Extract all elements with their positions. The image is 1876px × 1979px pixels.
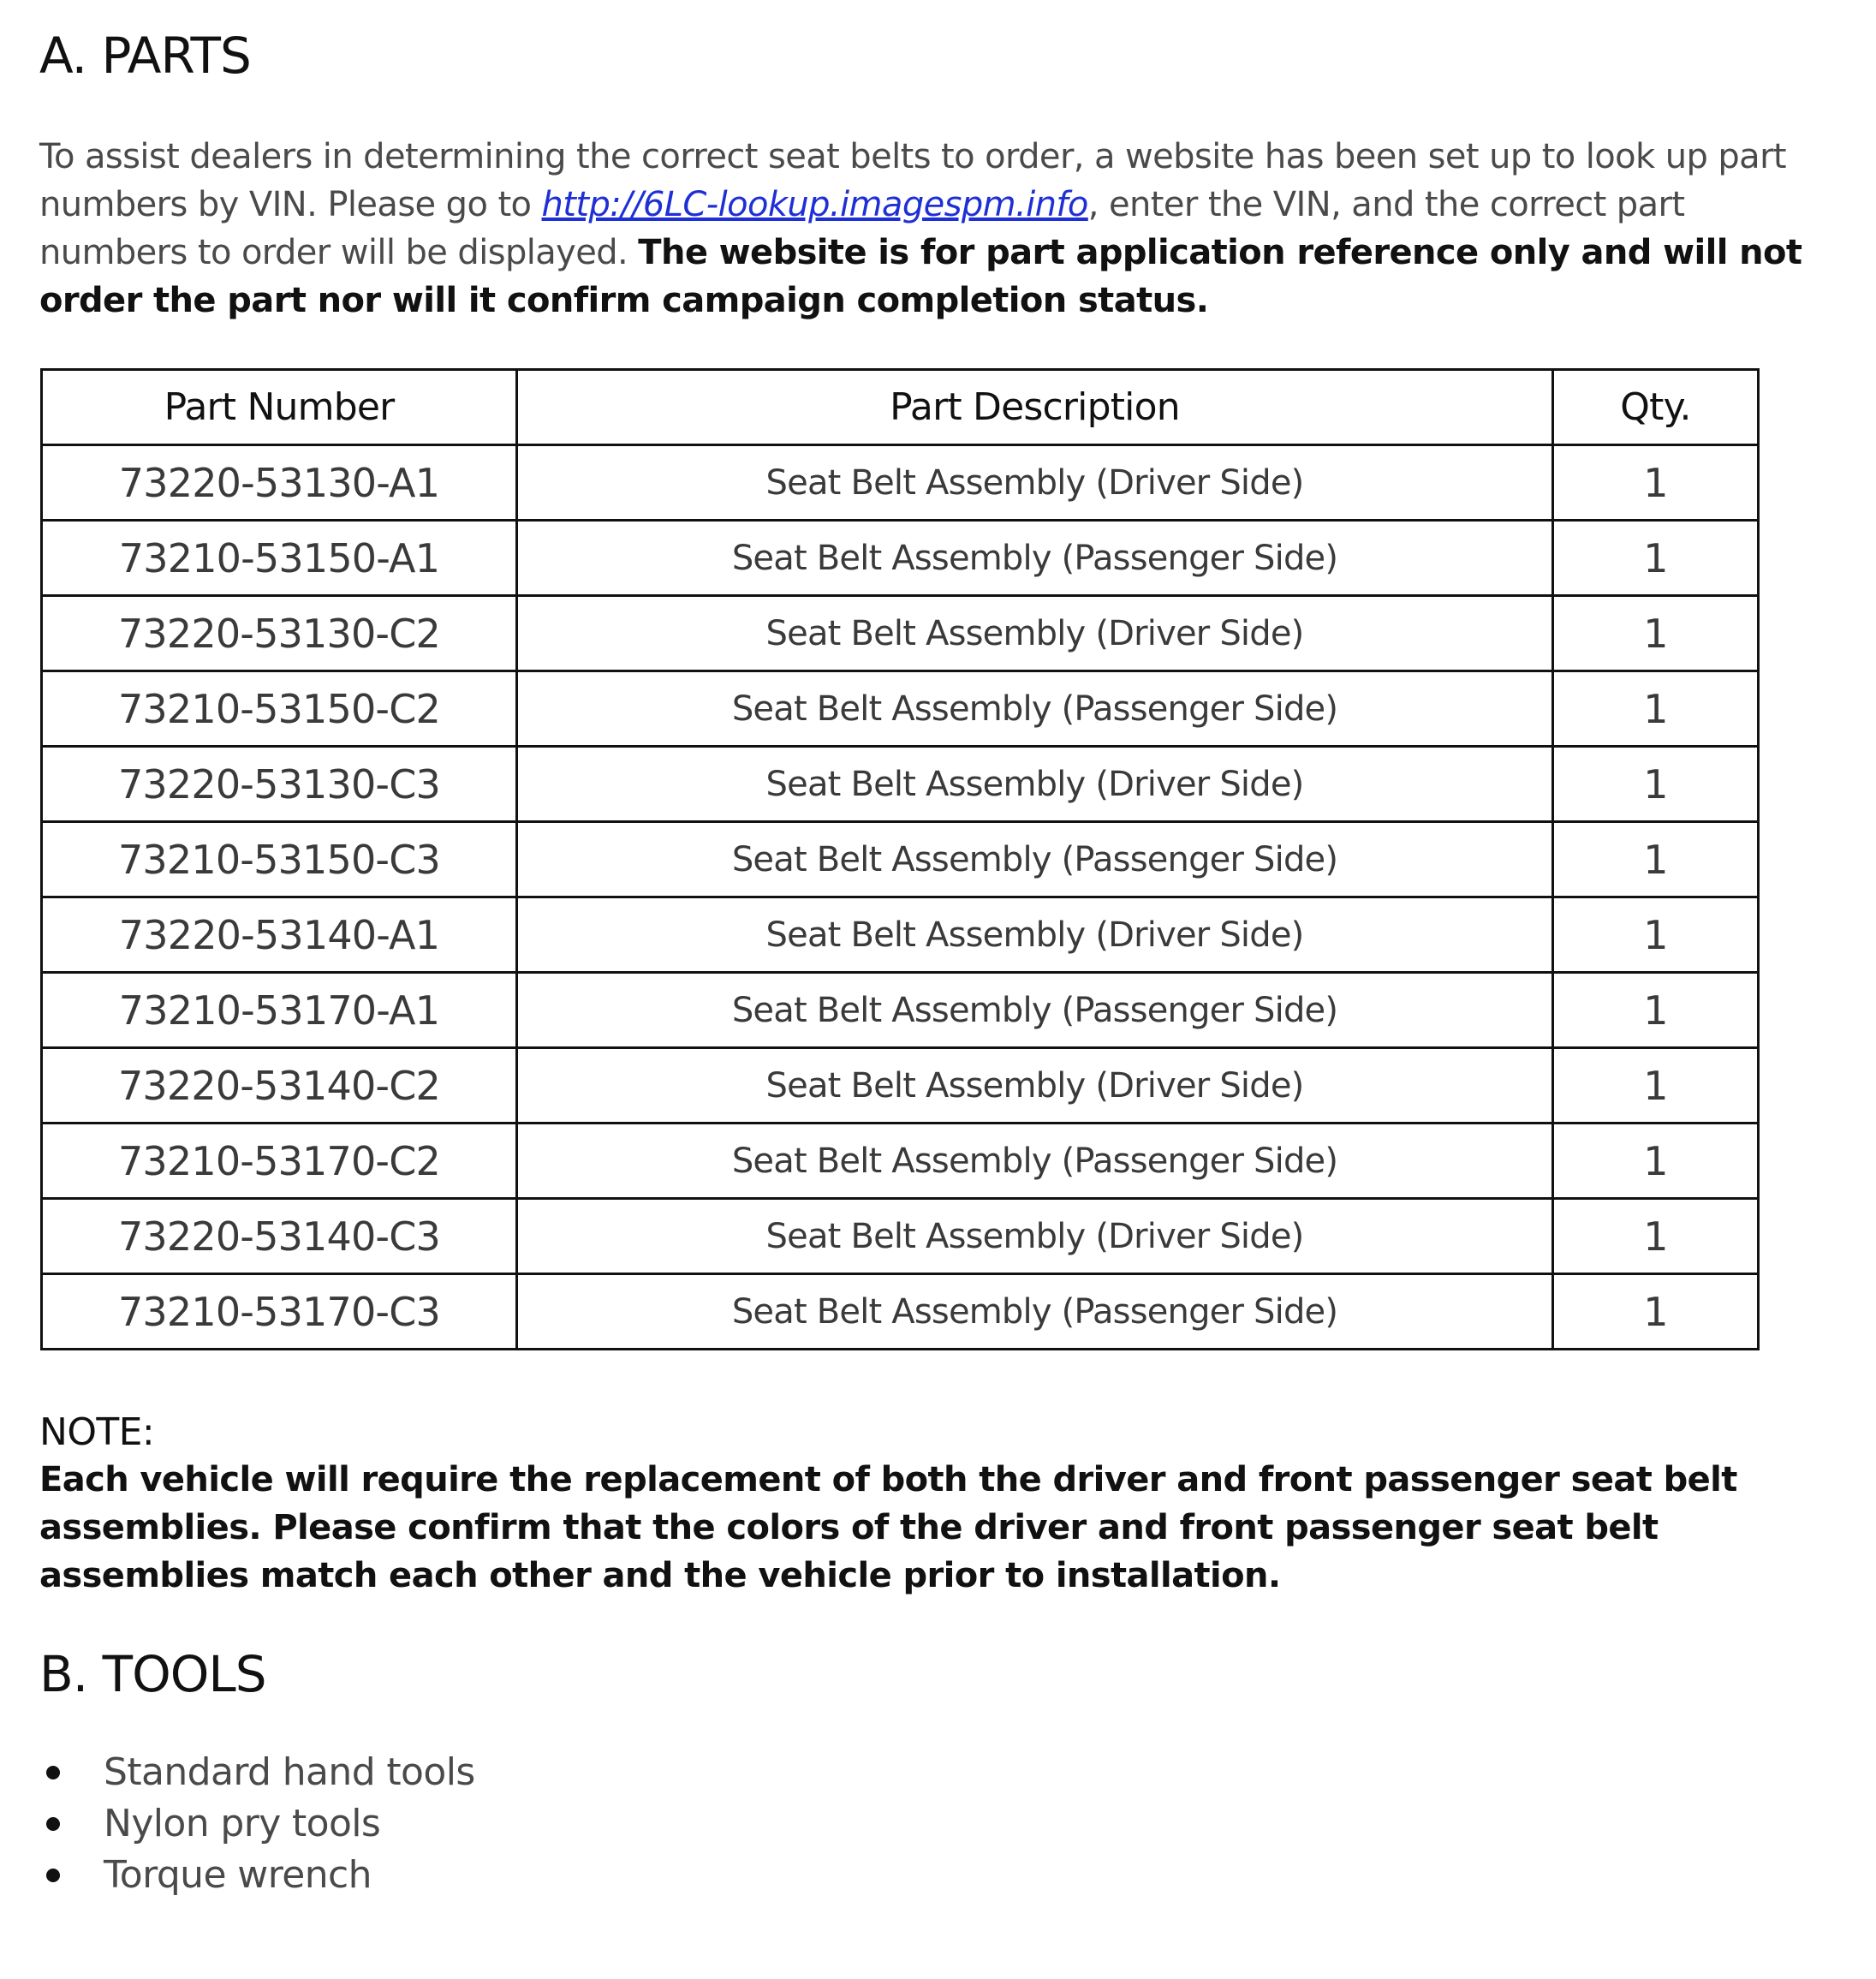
qty-cell: 1 [1553, 897, 1759, 973]
part-description-cell: Seat Belt Assembly (Driver Side) [517, 897, 1553, 973]
qty-cell: 1 [1553, 1199, 1759, 1274]
qty-cell: 1 [1553, 671, 1759, 747]
parts-table-body [42, 445, 1759, 1350]
qty-cell: 1 [1553, 1274, 1759, 1350]
part-description-cell: Seat Belt Assembly (Driver Side) [517, 596, 1553, 671]
parts-table-header-row [42, 370, 1759, 445]
part-number-cell: 73220-53140-A1 [42, 897, 517, 973]
part-description-cell: Seat Belt Assembly (Driver Side) [517, 1048, 1553, 1124]
qty-cell: 1 [1553, 822, 1759, 897]
bullet-icon [46, 1869, 60, 1882]
tool-label: Torque wrench [104, 1853, 372, 1897]
qty-cell: 1 [1553, 747, 1759, 822]
bullet-icon [46, 1817, 60, 1831]
part-number-cell: 73220-53130-C3 [42, 747, 517, 822]
table-row [42, 521, 1759, 596]
table-row [42, 973, 1759, 1048]
qty-cell: 1 [1553, 521, 1759, 596]
part-description-cell: Seat Belt Assembly (Passenger Side) [517, 822, 1553, 897]
part-number-cell: 73220-53130-A1 [42, 445, 517, 521]
part-number-cell: 73220-53140-C3 [42, 1199, 517, 1274]
part-description-cell: Seat Belt Assembly (Passenger Side) [517, 1274, 1553, 1350]
table-row [42, 747, 1759, 822]
part-number-cell: 73210-53150-C2 [42, 671, 517, 747]
table-row [42, 445, 1759, 521]
section-a-heading: A. PARTS [39, 27, 251, 85]
header-part-number: Part Number [42, 370, 517, 445]
qty-cell: 1 [1553, 596, 1759, 671]
tool-label: Standard hand tools [104, 1750, 475, 1794]
intro-text-after-link: , enter the VIN, and the correct part numbers to order will be displayed. [39, 185, 1685, 272]
note-text: Each vehicle will require the replacement of both the driver and front passenger seat belt assemblies. Please confirm that the colors of the driver and front passenger seat belt assemblies match each other and the vehicle prior to installation. [39, 1460, 1737, 1595]
part-description-cell: Seat Belt Assembly (Passenger Side) [517, 973, 1553, 1048]
part-description-cell: Seat Belt Assembly (Driver Side) [517, 747, 1553, 822]
qty-cell: 1 [1553, 1048, 1759, 1124]
table-row [42, 1199, 1759, 1274]
intro-text-before-link: To assist dealers in determining the correct seat belts to order, a website has been set up to look up part numbers by VIN. Please go to [39, 137, 1787, 224]
note-label: NOTE: [39, 1410, 155, 1454]
part-description-cell: Seat Belt Assembly (Passenger Side) [517, 1124, 1553, 1199]
qty-cell: 1 [1553, 445, 1759, 521]
part-description-cell: Seat Belt Assembly (Driver Side) [517, 1199, 1553, 1274]
part-number-cell: 73210-53150-C3 [42, 822, 517, 897]
bullet-icon [46, 1766, 60, 1779]
qty-cell: 1 [1553, 1124, 1759, 1199]
qty-cell: 1 [1553, 973, 1759, 1048]
table-row [42, 1048, 1759, 1124]
part-number-cell: 73210-53150-A1 [42, 521, 517, 596]
list-item [39, 1850, 475, 1901]
parts-table [40, 368, 1760, 1350]
tool-label: Nylon pry tools [104, 1802, 381, 1845]
part-number-cell: 73220-53140-C2 [42, 1048, 517, 1124]
header-qty: Qty. [1553, 370, 1759, 445]
intro-bold-disclaimer: The website is for part application reference only and will not order the part nor will it confirm campaign completion status. [39, 233, 1802, 320]
table-row [42, 596, 1759, 671]
table-row [42, 897, 1759, 973]
part-description-cell: Seat Belt Assembly (Passenger Side) [517, 521, 1553, 596]
table-row [42, 1274, 1759, 1350]
list-item [39, 1747, 475, 1798]
part-description-cell: Seat Belt Assembly (Passenger Side) [517, 671, 1553, 747]
part-number-cell: 73220-53130-C2 [42, 596, 517, 671]
part-number-cell: 73210-53170-C2 [42, 1124, 517, 1199]
part-description-cell: Seat Belt Assembly (Driver Side) [517, 445, 1553, 521]
table-row [42, 822, 1759, 897]
lookup-website-link[interactable]: http://6LC-lookup.imagespm.info [541, 185, 1088, 224]
part-number-cell: 73210-53170-C3 [42, 1274, 517, 1350]
table-row [42, 1124, 1759, 1199]
intro-paragraph [39, 133, 1837, 325]
part-number-cell: 73210-53170-A1 [42, 973, 517, 1048]
tools-list [39, 1747, 475, 1901]
header-part-description: Part Description [517, 370, 1553, 445]
list-item [39, 1798, 475, 1850]
section-b-heading: B. TOOLS [39, 1645, 266, 1703]
table-row [42, 671, 1759, 747]
